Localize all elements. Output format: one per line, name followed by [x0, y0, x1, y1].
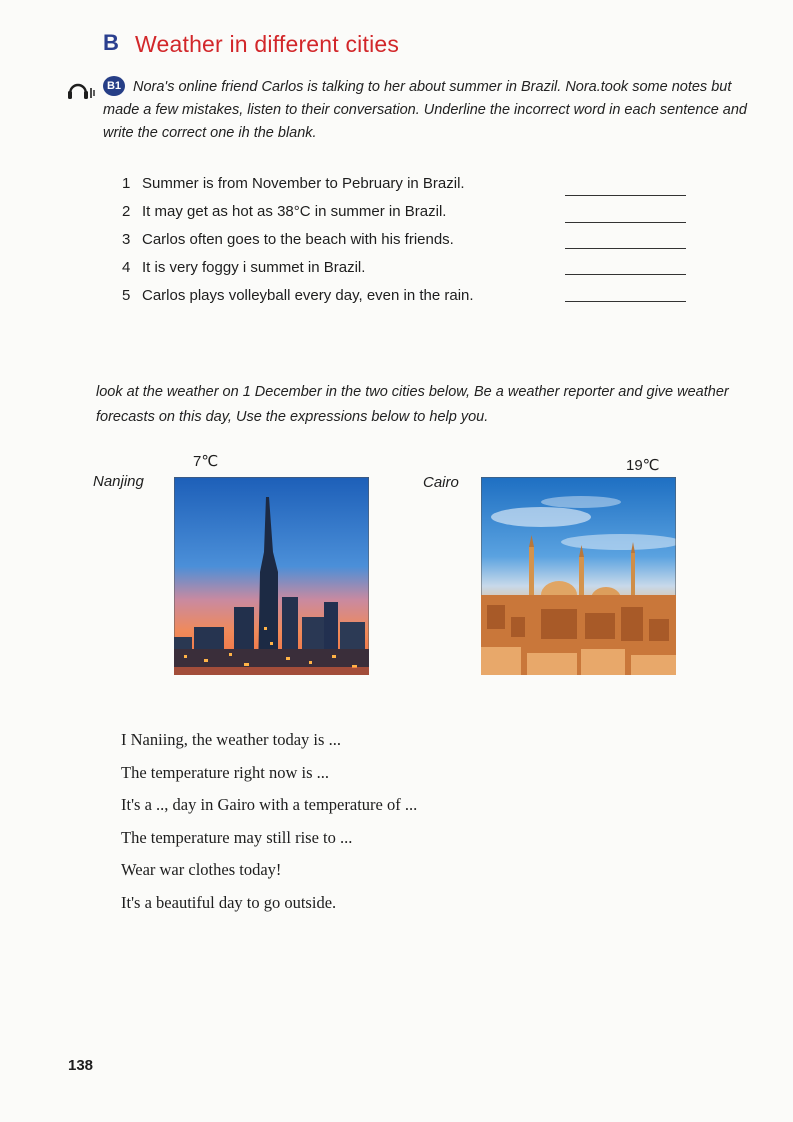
- list-item: [122, 230, 474, 258]
- expression-list: [121, 730, 417, 925]
- list-item: [122, 174, 474, 202]
- expression-item: Wear war clothes today!: [121, 860, 282, 879]
- item-text: Carlos often goes to the beach with his friends.: [142, 231, 454, 248]
- headphones-icon: [66, 76, 96, 102]
- nanjing-label: Nanjing: [93, 473, 144, 490]
- item-text: It is very foggy i summet in Brazil.: [142, 259, 366, 276]
- answer-blank-1[interactable]: [565, 195, 686, 196]
- expression-item: I Naniing, the weather today is ...: [121, 730, 341, 749]
- forecast-prompt: look at the weather on 1 December in the two cities below, Be a weather reporter and give weather forecasts on this day, Use the expressions below to help you.: [96, 384, 729, 425]
- item-number: 5: [122, 287, 131, 304]
- item-text: It may get as hot as 38°C in summer in Brazil.: [142, 203, 447, 220]
- section-letter: B: [103, 30, 119, 55]
- expression-item: It's a .., day in Gairo with a temperature of ...: [121, 795, 418, 814]
- list-item: [122, 258, 474, 286]
- expression-item: The temperature right now is ...: [121, 762, 330, 782]
- cairo-mosques-photo: [481, 477, 676, 675]
- answer-blank-2[interactable]: [565, 222, 686, 223]
- item-text: Summer is from November to Pebruary in Brazil.: [142, 175, 465, 192]
- answer-blank-3[interactable]: [565, 248, 686, 249]
- expression-item: The temperature may still rise to ...: [121, 827, 353, 847]
- answer-blank-4[interactable]: [565, 274, 686, 275]
- instruction-text: Nora's online friend Carlos is talking to her about summer in Brazil. Nora.took some notes but made a few mistakes, listen to their conversation. Underline the incorrect word in each sentence and write the correct one ih the blank.: [103, 79, 747, 141]
- list-item: [122, 202, 474, 230]
- nanjing-skyline-photo: [174, 477, 369, 675]
- nanjing-temperature: 7℃: [193, 453, 219, 470]
- page-number: 138: [68, 1057, 94, 1074]
- cairo-label: Cairo: [423, 474, 459, 491]
- statement-list: [122, 174, 474, 314]
- item-number: 2: [122, 203, 131, 220]
- item-text: Carlos plays volleyball every day, even in the rain.: [142, 287, 474, 304]
- item-number: 4: [122, 259, 131, 276]
- expression-item: It's a beautiful day to go outside.: [121, 892, 337, 912]
- list-item: [122, 286, 474, 314]
- answer-blank-5[interactable]: [565, 301, 686, 302]
- track-badge: B1: [103, 76, 125, 96]
- section-title: Weather in different cities: [135, 31, 400, 57]
- cairo-temperature: 19℃: [626, 457, 660, 474]
- item-number: 3: [122, 231, 131, 248]
- item-number: 1: [122, 175, 131, 192]
